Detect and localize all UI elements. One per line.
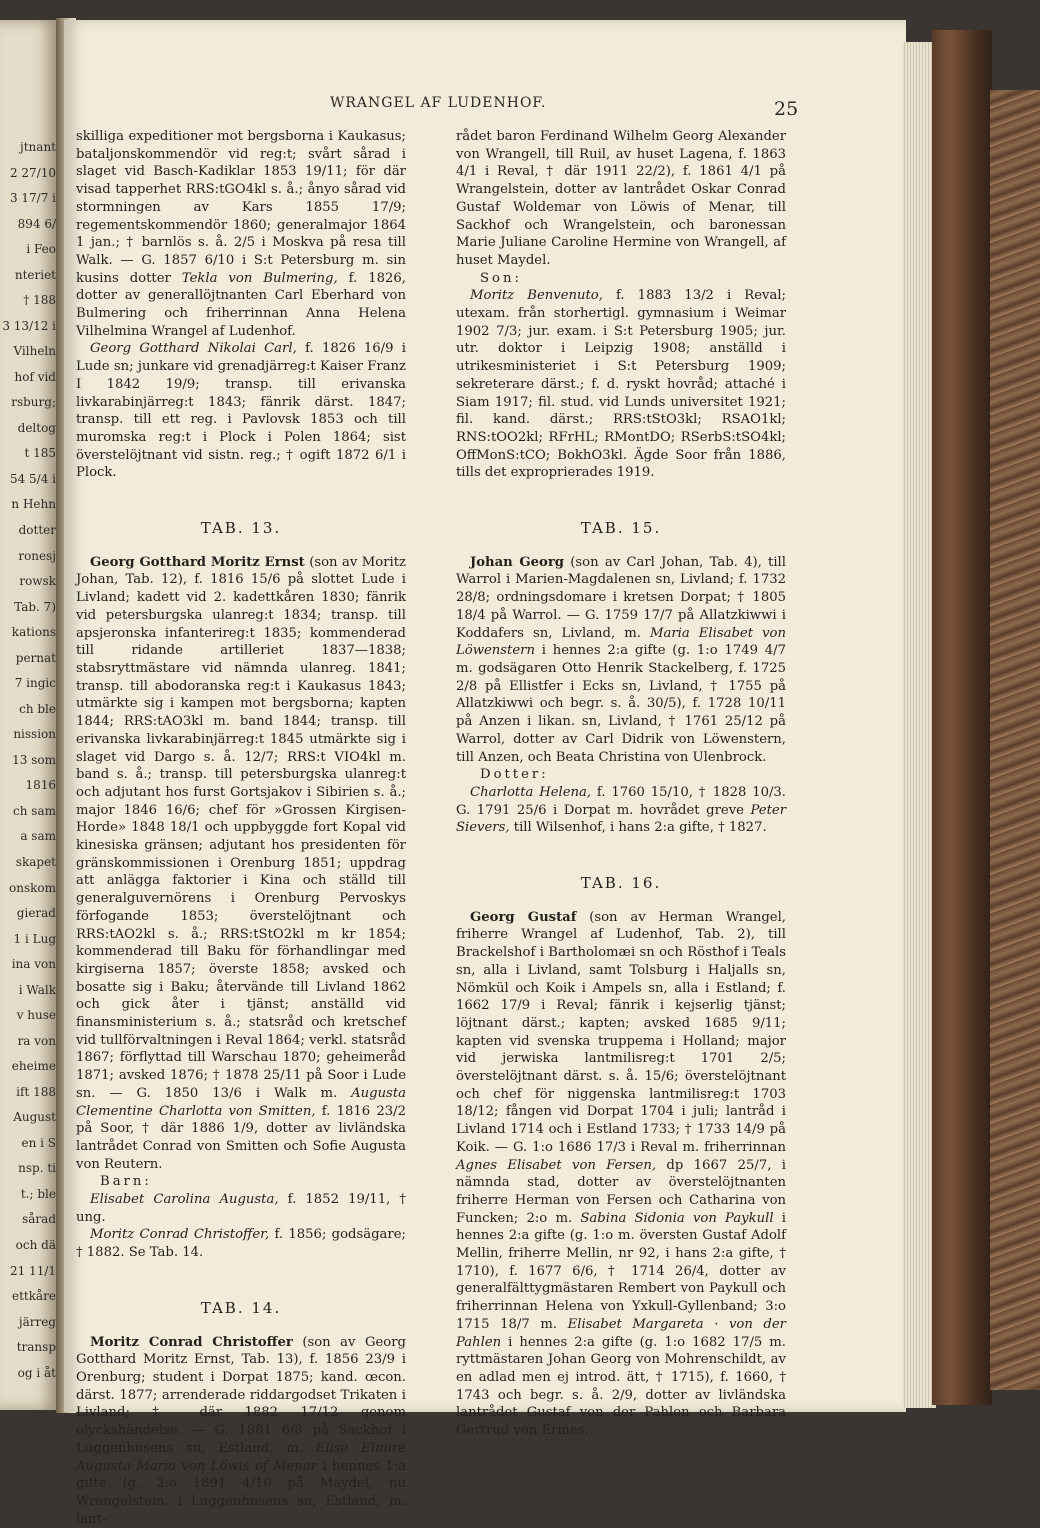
entry-text: f. 1760 15/10, † 1828 10/3. G. 1791 25/6 i Dorpat m. hovrådet greve (456, 784, 786, 818)
entry-text: i hennes 2:a gifte (g. 1:o m. översten Gustaf Adolf Mellin, friherre Mellin, nr 92, i hans 2:a gifte, † 1710), f. 1677 6/6, † 1714 26/4, dotter av generalfälttygmästaren Rembert von Paykull och friherrinnan Helena von Yxkull-Gyllenband; 3:o 1715 18/7 m. (456, 1210, 786, 1332)
previous-page-fragment: 2 27/10 (9, 165, 56, 180)
spouse-name: Agnes Elisabet von Fersen, (456, 1157, 657, 1173)
previous-page-fragment: † 188 (23, 293, 56, 308)
child-entry (456, 287, 786, 482)
previous-page-fragment: 1816 (25, 778, 56, 793)
tab-14-heading: TAB. 14. (200, 1298, 282, 1317)
previous-page-fragment: 21 11/1 (9, 1263, 56, 1278)
person-name: Moritz Conrad Christoffer, (90, 1227, 270, 1243)
previous-page-fragment: skapet (15, 854, 56, 869)
paragraph: rådet baron Ferdinand Wilhelm Georg Alexander von Wrangell, till Ruil, av huset Lagena, f. 1863 4/1 i Reval, † där 1911 22/2), f. 1861 4/1 på Wrangelstein, dotter av lantrådet Oskar Conrad Gustaf Woldemar von Löwis of Menar, till Sackhof och Wrangelstein, och baronessan Marie Juliane Caroline Hermine von Wrangell, af huset Maydel. (456, 129, 786, 268)
previous-page-fragment: 54 5/4 i (9, 471, 56, 486)
previous-page-fragment: transp (16, 1340, 56, 1355)
previous-page-fragment: ch ble (19, 701, 56, 716)
previous-page-fragment: ift 188 (16, 1084, 56, 1099)
tab-14-entry (76, 1334, 406, 1528)
left-column (76, 128, 406, 1528)
previous-page-fragment: jtnant (20, 140, 56, 154)
previous-page-fragment: nteriet (14, 267, 56, 282)
previous-page-fragment: i Feo (26, 242, 56, 257)
marbled-cover (990, 90, 1040, 1390)
previous-page-fragment: 894 6/ (17, 216, 56, 231)
previous-page-fragment: i Walk (18, 982, 56, 997)
sibling-entry (76, 340, 406, 482)
previous-page-fragment: og i åt (17, 1365, 56, 1380)
previous-page-fragment: ronesj (18, 548, 56, 563)
spouse-name: Elisabet Margareta · von der Pahlen (456, 1316, 786, 1350)
previous-page-fragment: gierad (16, 906, 56, 921)
entry-text: (son av Carl Johan, Tab. 4), till Warrol i Marien-Magdalenen sn, Livland; f. 1732 28/8; ordningsdomare i kretsen Dorpat; † 1805 18/4 på Warrol. — G. 1759 17/7 på Allatzkiwwi i Koddafers sn, Livland, m. (456, 554, 786, 641)
previous-page-fragment: sårad (22, 1212, 56, 1227)
entry-text: till Wilsenhof, i hans 2:a gifte, † 1827. (513, 820, 767, 836)
child-entry (76, 1191, 406, 1226)
person-name: Johan Georg (470, 554, 565, 570)
previous-page-fragment: rowsk (19, 574, 56, 589)
previous-page-fragment: ettkåre (11, 1289, 56, 1304)
previous-page-fragment: n Hehn (11, 497, 56, 512)
previous-page-fragment: August (13, 1110, 56, 1125)
previous-page-fragment: a sam (20, 829, 56, 844)
previous-page-fragment: deltog (17, 420, 56, 435)
entry-text: f. 1883 13/2 i Reval; utexam. från storhertigl. gymnasium i Weimar 1902 7/3; jur. exam. i S:t Petersburg 1905; jur. utr. doktor i Leipzig 1908; anställd i utrikesministeriet i S:t Petersburg 1909; sekreterare därst.; f. d. ryskt hovråd; attaché i Siam 1917; fil. stud. vid Lunds universitet 1921; fil. kand. därst.; RRS:tStO3kl; RSAO1kl; RNS:tOO2kl; RFrHL; RMontDO; RSerbS:tSO4kl; OffMonS:tCO; BokhO3kl. Ägde Soor från 1886, tills det exproprierades 1919. (456, 288, 786, 481)
page-edges (902, 42, 936, 1408)
previous-page-fragment: t 185 (24, 446, 56, 461)
previous-page-fragment: 1 i Lug (13, 931, 56, 946)
previous-page-fragment: kations (11, 625, 56, 640)
son-label: Son: (480, 270, 522, 286)
previous-page-fragment: rsburg; (11, 395, 56, 410)
entry-text: f. 1852 19/11, † ung. (76, 1192, 406, 1225)
entry-text: f. 1816 23/2 på Soor, † där 1886 1/9, dotter av livländska lantrådet Conrad von Smitten och Sofie Augusta von Reutern. (76, 1103, 406, 1172)
paragraph (76, 128, 406, 340)
paragraph-text: f. 1826, dotter av generallöjtnanten Carl Eberhard von Bulmering och friherrinnan Anna Helena Vilhelmina Wrangel af Ludenhof. (76, 270, 406, 339)
right-column (456, 128, 786, 1440)
running-head: WRANGEL AF LUDENHOF. (330, 95, 547, 111)
previous-page-edge (0, 20, 60, 1410)
spouse-name: Peter Sievers, (456, 802, 786, 836)
children-label: Barn: (100, 1174, 152, 1190)
previous-page-fragment: 3 13/12 i (2, 318, 56, 333)
person-name: Moritz Benvenuto, (470, 288, 603, 304)
previous-page-fragment: Tab. 7) (14, 599, 56, 614)
person-name: Georg Gotthard Moritz Ernst (90, 554, 305, 570)
person-name: Georg Gustaf (470, 909, 577, 925)
person-name: Georg Gotthard Nikolai Carl, (90, 341, 297, 357)
entry-text: f. 1856; godsägare; † 1882. Se Tab. 14. (76, 1227, 406, 1261)
previous-page-fragment: järreg (18, 1314, 56, 1329)
person-name: Elisabet Carolina Augusta, (90, 1192, 279, 1208)
previous-page-fragment: onskom (9, 880, 56, 895)
paragraph-text: skilliga expeditioner mot bergsborna i Kaukasus; bataljonskommendör vid reg:t; svårt sårad i slaget vid Basch-Kadiklar 1853 19/11; för där visad tapperhet RRS:tGO4kl s. å.; ånyo sårad vid stormningen av Kars 1855 17/9; regementskommendör 1860; generalmajor 1864 1 jan.; † barnlös s. å. 2/5 i Moskva på resa till Walk. — G. 1857 6/10 i S:t Petersburg m. sin kusins dotter (76, 129, 406, 286)
previous-page-fragment: en i S (21, 1135, 56, 1150)
tab-13-entry (76, 554, 406, 1174)
entry-text: (son av Moritz Johan, Tab. 12), f. 1816 15/6 på slottet Lude i Livland; kadett vid 2. kadettkåren 1830; fänrik vid petersburgska ulanreg:t 1834; transp. till apsjeronska infanterireg:t 1835; kommenderad till ridande artilleriet 1837—1838; stabsryttmästare vid nämnda ulanreg. 1841; transp. till abodoranska reg:t i Kaukasus 1843; utmärkte sig i kampen mot bergsborna; kapten 1844; RRS:tAO3kl m. band 1844; transp. till erivanska livkarabinjärreg:t 1845 utmärkte sig i slaget vid Dargo s. å. 12/7; RRS:t VIO4kl m. band s. å.; transp. till petersburgska ulanreg:t och adjutant hos furst Gortsjakov i Sibirien s. å.; major 1846 16/6; chef för »Grossen Kirgisen-Horde» 1848 18/1 och uppbyggde fort Kopal vid kinesiska gränsen; adjutant hos presidenten för gränskommissionen i Orenburg 1851; uppdrag att anlägga faktorier i Kina och ställd till generalguvernörens i Orenburg Pervoskys förfogande 1853; överstelöjtnant och RRS:tAO2kl s. å.; RRS:tStO2kl m kr 1854; kommenderad till Baku för förhandlingar med kirgiserna 1857; överste 1858; avsked och bosatte sig i Baku; återvände till Livland 1862 och gick åter i tjänst; anställd vid finansministerium s. å.; statsråd och kretschef vid tullförvaltningen i Reval 1864; verkl. statsråd 1867; förflyttad till Warschau 1870; geheimeråd 1871; avsked 1876; † 1878 25/11 på Soor i Lude sn. — G. 1850 13/6 i Walk m. (76, 554, 406, 1101)
entry-text: i hennes 1:a gifte (g. 2:o 1891 4/10 på Maydel, nu Wrangelstein, i Luggenhusens sn, Estland, m. lant- (76, 1458, 407, 1527)
entry-text: i hennes 2:a gifte (g. 1:o 1682 17/5 m. ryttmästaren Johan Georg von Mohrenschildt, av en adlad men ej introd. ätt, † 1715), f. 1660, † 1743 och begr. s. å. 2/9, dotter av livländska lantrådet Gustaf von der Pahlen och Barbara Gertrud von Ermes. (456, 1334, 786, 1439)
tab-15-entry (456, 554, 786, 766)
spouse-name: Elise Elmire Augusta Maria von Löwis of Menar (76, 1440, 406, 1474)
tab-16-heading: TAB. 16. (580, 874, 662, 893)
entry-text: dp 1667 25/7, i nämnda stad, dotter av överstelöjtnanten friherre Herman von Fersen och Catharina von Funcken; 2:o m. (456, 1157, 786, 1226)
child-entry (76, 1226, 406, 1261)
previous-page-fragment: ch sam (13, 803, 56, 818)
person-name: Moritz Conrad Christoffer (90, 1334, 293, 1350)
entry-text: i hennes 2:a gifte (g. 1:o 1749 4/7 m. godsägaren Otto Henrik Stackelberg, f. 1725 2/8 på Ellistfer i Ecks sn, Livland, † 1755 på Allatzkiwwi och begr. s. å. 30/5), f. 1728 10/11 på Anzen i likan. sn, Livland, † 1761 25/12 på Warrol, dotter av Carl Didrik von Löwenstern, till Anzen, och Beata Christina von Ulenbrock. (456, 643, 786, 765)
previous-page-fragment: nsp. ti (18, 1161, 56, 1176)
tab-15-heading: TAB. 15. (580, 519, 662, 538)
spouse-name: Maria Elisabet von Löwenstern (456, 625, 786, 659)
previous-page-fragment: dotter (18, 523, 56, 538)
previous-page-fragment: v huse (16, 1008, 56, 1023)
spouse-name: Augusta Clementine Charlotta von Smitten, (76, 1085, 406, 1119)
page-number: 25 (774, 98, 799, 120)
cover-edge (932, 30, 992, 1405)
spouse-name: Sabina Sidonia von Paykull (580, 1210, 774, 1226)
spouse-name: Tekla von Bulmering, (181, 270, 338, 286)
tab-13-heading: TAB. 13. (200, 519, 282, 538)
previous-page-fragment: ra von (17, 1033, 56, 1048)
previous-page-fragment: och dä (15, 1237, 56, 1252)
daughter-label: Dotter: (480, 767, 549, 783)
person-name: Charlotta Helena, (470, 784, 592, 800)
previous-page-fragment: Vilheln (13, 344, 56, 359)
previous-page-fragment: t.; ble (20, 1186, 56, 1201)
previous-page-fragment: 7 ingic (14, 676, 56, 691)
previous-page-fragment: pernat (15, 650, 56, 665)
previous-page-fragment: eheime (11, 1059, 56, 1074)
previous-page-fragment: hof vid (14, 369, 56, 384)
previous-page-fragment: 13 som (12, 752, 56, 767)
child-entry (456, 784, 786, 837)
previous-page-fragment: ina von (11, 957, 56, 972)
tab-16-entry (456, 909, 786, 1440)
entry-text: f. 1826 16/9 i Lude sn; junkare vid grenadjärreg:t Kaiser Franz I 1842 19/9; transp. till erivanska livkarabinjärreg:t 1843; fänrik därst. 1847; transp. till ett reg. i Pavlovsk 1853 och till muromska reg:t i Plock i Polen 1864; sist överstelöjtnant vid sistn. reg.; † ogift 1872 6/1 i Plock. (76, 341, 406, 481)
previous-page-fragment: 3 17/7 i (9, 191, 56, 206)
entry-text: (son av Georg Gotthard Moritz Ernst, Tab. 13), f. 1856 23/9 i Orenburg; student i Dorpat 1875; kand. œcon. därst. 1877; arrenderade riddargodset Trikaten i Livland; † där 1882 17/12 genom olyckshändelse. — G. 1881 6/8 på Sackhof i Luggenhusens sn, Estland, m. (76, 1334, 406, 1456)
previous-page-fragment: nission (13, 727, 56, 742)
entry-text: (son av Herman Wrangel, friherre Wrangel af Ludenhof, Tab. 2), till Brackelshof i Bartholomæi sn och Rösthof i Teals sn, alla i Livland, samt Tolsburg i Haljalls sn, Nömkül och Koik i Ampels sn, alla i Estland; f. 1662 17/9 i Reval; fänrik i kejserlig tjänst; löjtnant därst.; kapten; avsked 1685 9/11; kapten vid svenska truppema i Holland; major vid jerwiska lantmilisreg:t 1701 2/5; överstelöjtnant därst. s. å. 15/6; överstelöjtnant och chef för niggenska lantmilisreg:t 1703 18/12; fången vid Dorpat 1704 i juli; lantråd i Livland 1714 och i Estland 1733; † 1733 14/9 på Koik. — G. 1:o 1686 17/3 i Reval m. friherrinnan (456, 909, 786, 1155)
